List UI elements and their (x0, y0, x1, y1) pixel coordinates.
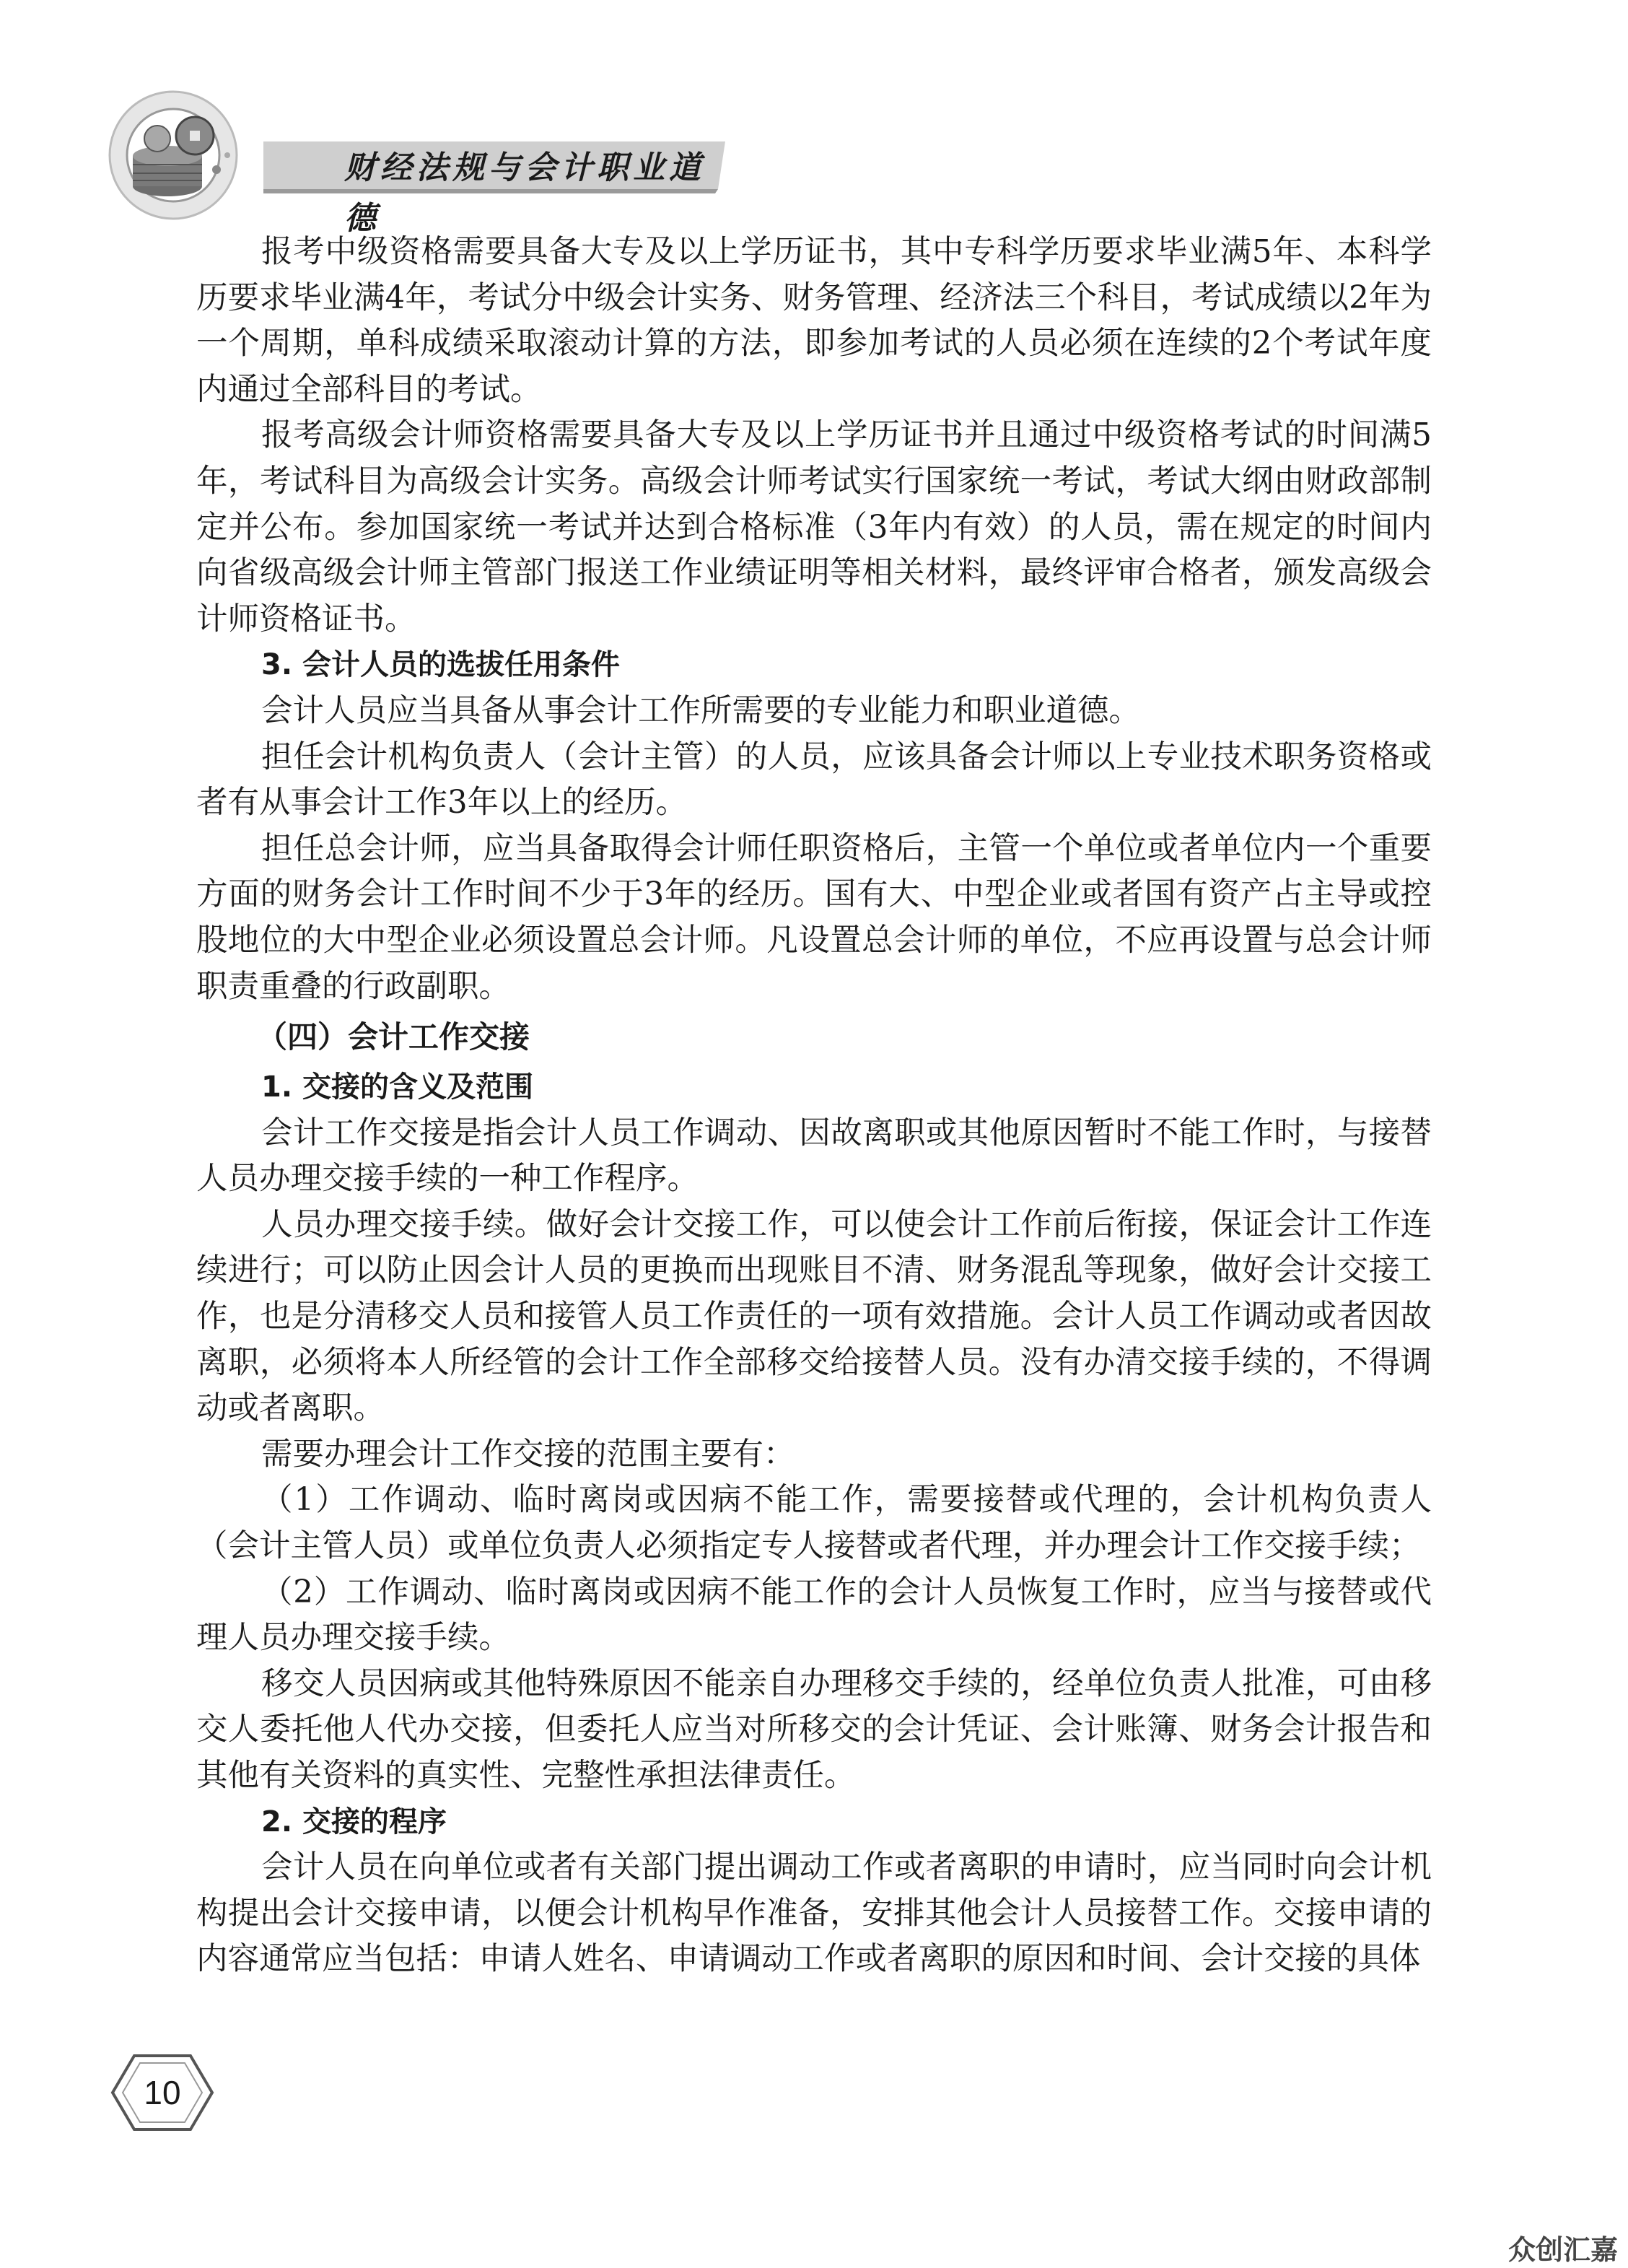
watermark: 众创汇嘉 (1508, 2234, 1619, 2266)
subheading: 3. 会计人员的选拔任用条件 (261, 648, 620, 682)
paragraph: 需要办理会计工作交接的范围主要有： (261, 1436, 795, 1473)
book-title: 财经法规与会计职业道德 (344, 149, 705, 237)
running-header (101, 79, 705, 237)
paragraph: 担任总会计师，应当具备取得会计师任职资格后，主管一个单位或者单位内一个重要方面的财务会计工作时间不少于3年的经历。国有大、中型企业或者国有资产占主导或控股地位的大中型企业必须设置总会计师。凡设置总会计师的单位，不应再设置与总会计师职责重叠的行政副职。 (196, 830, 1432, 1005)
paragraph: 担任会计机构负责人（会计主管）的人员，应该具备会计师以上专业技术职务资格或者有从事会计工作3年以上的经历。 (196, 738, 1432, 821)
subheading: 2. 交接的程序 (261, 1805, 447, 1839)
paragraph: 会计工作交接是指会计人员工作调动、因故离职或其他原因暂时不能工作时，与接替人员办理交接手续的一种工作程序。 (196, 1115, 1432, 1198)
paragraph: 会计人员在向单位或者有关部门提出调动工作或者离职的申请时，应当同时向会计机构提出会计交接申请，以便会计机构早作准备，安排其他会计人员接替工作。交接申请的内容通常应当包括：申请人姓名、申请调动工作或者离职的原因和时间、会计交接的具体 (196, 1849, 1432, 1978)
page-number: 10 (144, 2074, 181, 2111)
subheading: 1. 交接的含义及范围 (261, 1070, 533, 1104)
paragraph: （2）工作调动、临时离岗或因病不能工作的会计人员恢复工作时，应当与接替或代理人员办理交接手续。 (196, 1574, 1432, 1657)
page-body (196, 230, 1432, 1983)
section-heading: （四）会计工作交接 (257, 1019, 530, 1055)
paragraph: 人员办理交接手续。做好会计交接工作，可以使会计工作前后衔接，保证会计工作连续进行；可以防止因会计人员的更换而出现账目不清、财务混乱等现象，做好会计交接工作，也是分清移交人员和接管人员工作责任的一项有效措施。会计人员工作调动或者因故离职，必须将本人所经管的会计工作全部移交给接替人员。没有办清交接手续的，不得调动或者离职。 (196, 1206, 1432, 1427)
paragraph: 移交人员因病或其他特殊原因不能亲自办理移交手续的，经单位负责人批准，可由移交人委托他人代办交接，但委托人应当对所移交的会计凭证、会计账簿、财务会计报告和其他有关资料的真实性、完整性承担法律责任。 (196, 1665, 1432, 1794)
paragraph: （1）工作调动、临时离岗或因病不能工作，需要接替或代理的，会计机构负责人（会计主管人员）或单位负责人必须指定专人接替或者代理，并办理会计工作交接手续； (196, 1482, 1432, 1565)
paragraph: 报考中级资格需要具备大专及以上学历证书，其中专科学历要求毕业满5年、本科学历要求毕业满4年，考试分中级会计实务、财务管理、经济法三个科目，考试成绩以2年为一个周期，单科成绩采取滚动计算的方法，即参加考试的人员必须在连续的2个考试年度内通过全部科目的考试。 (196, 234, 1432, 408)
paragraph: 会计人员应当具备从事会计工作所需要的专业能力和职业道德。 (261, 692, 1140, 729)
paragraph: 报考高级会计师资格需要具备大专及以上学历证书并且通过中级资格考试的时间满5年，考试科目为高级会计实务。高级会计师考试实行国家统一考试，考试大纲由财政部制定并公布。参加国家统一考试并达到合格标准（3年内有效）的人员，需在规定的时间内向省级高级会计师主管部门报送工作业绩证明等相关材料，最终评审合格者，颁发高级会计师资格证书。 (196, 417, 1432, 637)
